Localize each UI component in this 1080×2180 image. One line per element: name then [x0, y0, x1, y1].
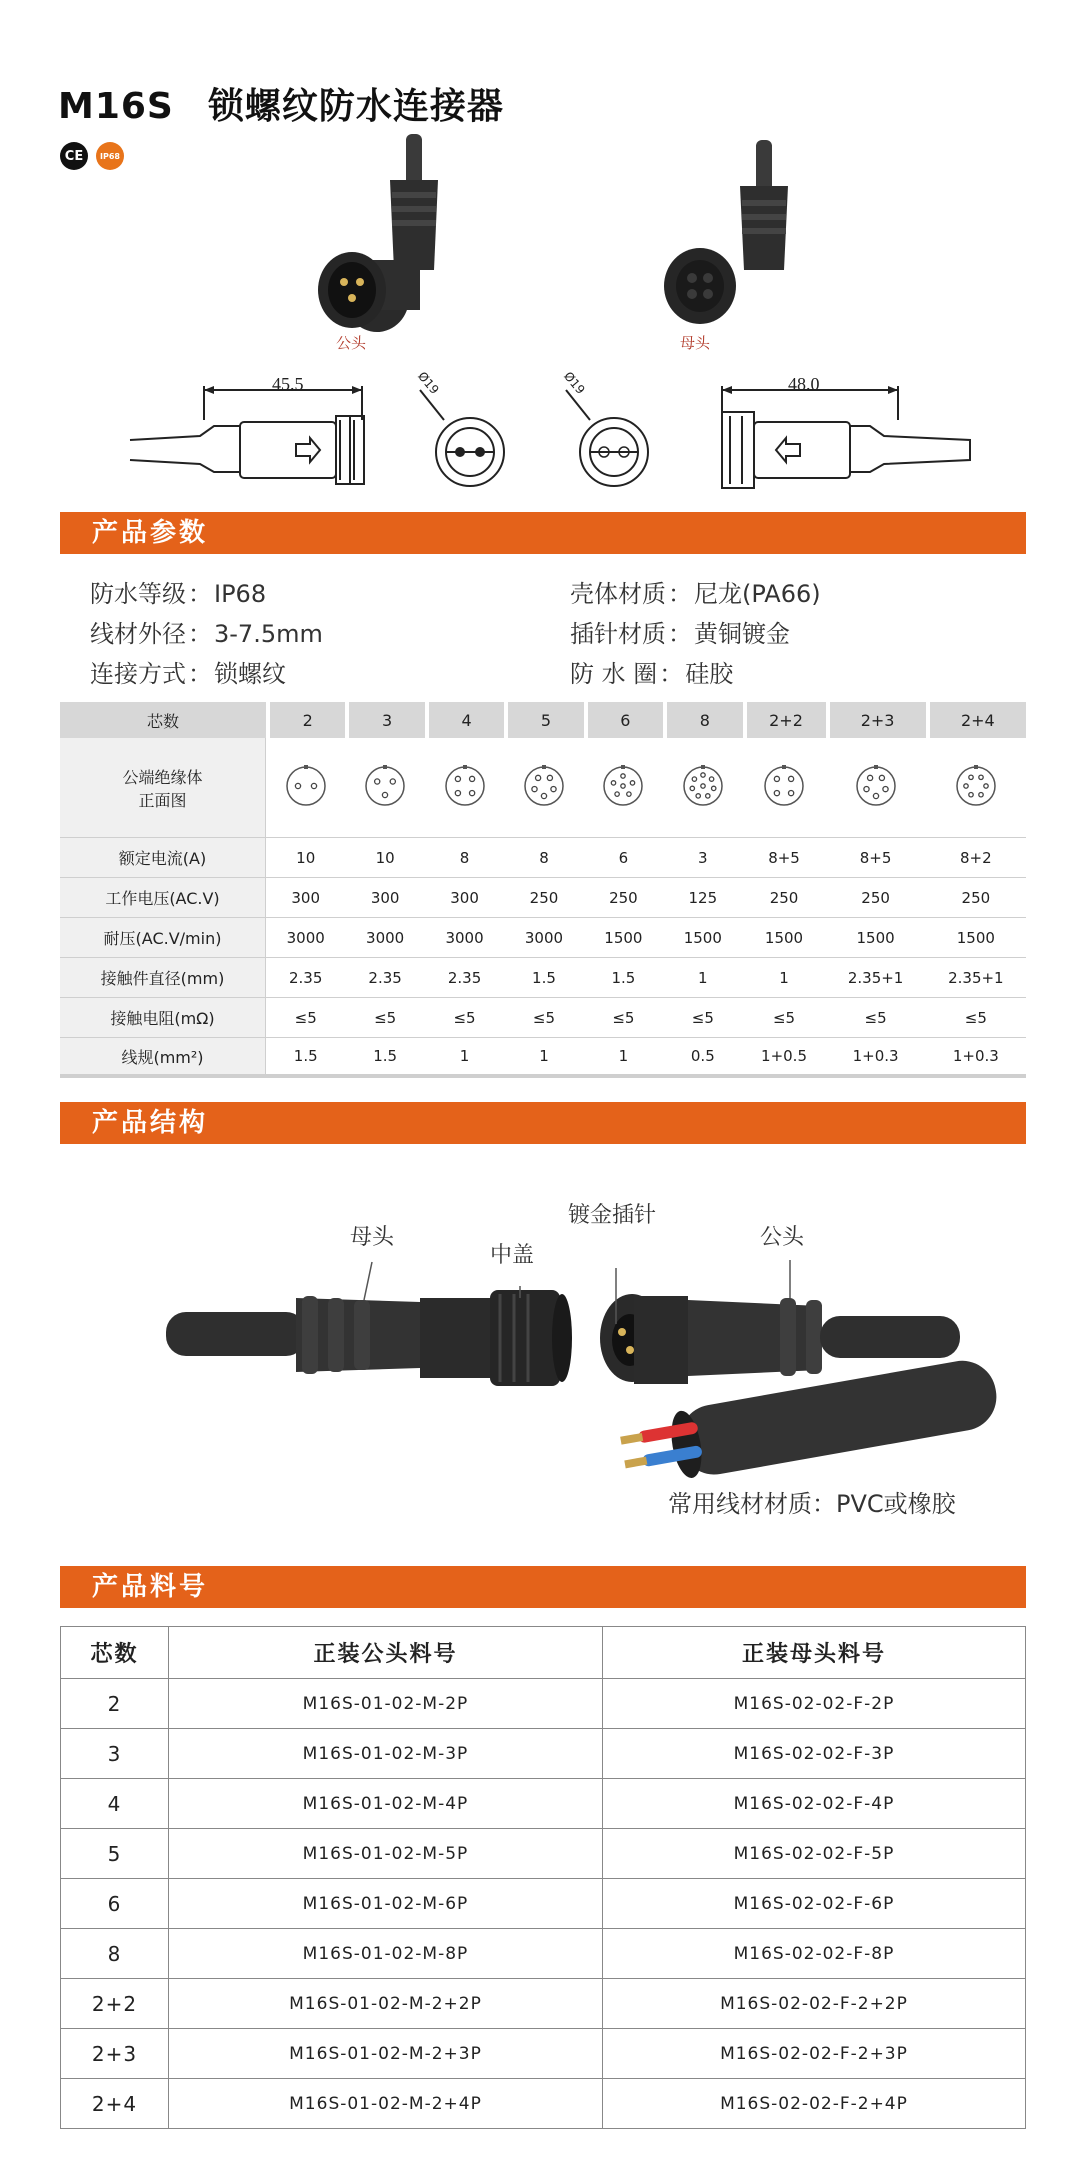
- parts-cell-female: M16S-02-02-F-3P: [602, 1729, 1025, 1779]
- spec-cell: 1: [504, 1038, 583, 1078]
- pin-layout-icon: [854, 764, 898, 808]
- spec-core-header: 5: [504, 702, 583, 738]
- spec-cell: 3000: [345, 918, 424, 958]
- pin-layout-icon: [284, 764, 328, 808]
- parts-cell-cores: 8: [61, 1929, 169, 1979]
- spec-row-label: 工作电压(AC.V): [60, 878, 266, 918]
- pin-layout-icon: [363, 764, 407, 808]
- pin-layout-diagram: [345, 738, 424, 838]
- spec-cell: 1+0.5: [743, 1038, 826, 1078]
- spec-header-row: [60, 702, 1026, 738]
- spec-core-header: 4: [425, 702, 504, 738]
- parts-cell-female: M16S-02-02-F-2+2P: [602, 1979, 1025, 2029]
- parts-cell-male: M16S-01-02-M-2+3P: [169, 2029, 603, 2079]
- spec-cell: 3000: [504, 918, 583, 958]
- parts-cell-male: M16S-01-02-M-4P: [169, 1779, 603, 1829]
- ce-mark-icon: CE: [60, 142, 88, 170]
- spec-row: [60, 958, 1026, 998]
- parts-row: [61, 2079, 1026, 2129]
- spec-cell: 1: [743, 958, 826, 998]
- parts-cell-female: M16S-02-02-F-5P: [602, 1829, 1025, 1879]
- spec-cell: 300: [345, 878, 424, 918]
- parts-cell-male: M16S-01-02-M-3P: [169, 1729, 603, 1779]
- parts-row: [61, 1679, 1026, 1729]
- spec-diagram-row: [60, 738, 1026, 838]
- part-number-table: [60, 1626, 1026, 2129]
- spec-table: [60, 702, 1026, 1078]
- spec-core-header: 2+2: [743, 702, 826, 738]
- spec-cell: ≤5: [663, 998, 742, 1038]
- structure-label-female: 母头: [350, 1225, 395, 1250]
- spec-row: [60, 878, 1026, 918]
- spec-cell: 1500: [663, 918, 742, 958]
- product-photos: [0, 130, 1080, 350]
- spec-row-label: 接触件直径(mm): [60, 958, 266, 998]
- structure-illustration: [0, 1200, 1080, 1500]
- pin-layout-icon: [681, 764, 725, 808]
- spec-core-header: 8: [663, 702, 742, 738]
- model-name: M16S: [58, 86, 174, 127]
- parts-row: [61, 1929, 1026, 1979]
- params-list: [90, 574, 990, 694]
- spec-row: [60, 1038, 1026, 1078]
- parts-row: [61, 1779, 1026, 1829]
- spec-cell: ≤5: [926, 998, 1026, 1038]
- spec-cell: 300: [425, 878, 504, 918]
- spec-cell: 1500: [926, 918, 1026, 958]
- param-waterproof: 防水等级 ： IP68: [90, 580, 267, 608]
- spec-row-label: 接触电阻(mΩ): [60, 998, 266, 1038]
- male-diameter-dimension: Ø19: [415, 369, 442, 397]
- param-seal: 防 水 圈 ： 硅胶: [570, 660, 734, 688]
- spec-cell: 250: [504, 878, 583, 918]
- parts-row: [61, 2029, 1026, 2079]
- parts-cell-cores: 2+4: [61, 2079, 169, 2129]
- parts-row: [61, 1829, 1026, 1879]
- spec-cell: 6: [584, 838, 663, 878]
- spec-cell: 8: [425, 838, 504, 878]
- parts-cell-female: M16S-02-02-F-2+4P: [602, 2079, 1025, 2129]
- male-length-dimension: 45.5: [272, 374, 304, 394]
- spec-cell: ≤5: [425, 998, 504, 1038]
- parts-cell-female: M16S-02-02-F-2+3P: [602, 2029, 1025, 2079]
- spec-cell: 2.35: [425, 958, 504, 998]
- parts-row: [61, 1879, 1026, 1929]
- spec-cell: ≤5: [584, 998, 663, 1038]
- spec-row-label: 线规(mm²): [60, 1038, 266, 1078]
- pin-layout-diagram: [266, 738, 345, 838]
- pin-layout-icon: [954, 764, 998, 808]
- spec-cell: 250: [826, 878, 926, 918]
- spec-row-label: 额定电流(A): [60, 838, 266, 878]
- parts-cell-cores: 2+3: [61, 2029, 169, 2079]
- parts-cell-female: M16S-02-02-F-4P: [602, 1779, 1025, 1829]
- male-label: 公头: [336, 334, 367, 352]
- technical-drawings: [0, 360, 1080, 490]
- param-pin-material: 插针材质 ： 黄铜镀金: [570, 620, 790, 648]
- parts-cell-male: M16S-01-02-M-6P: [169, 1879, 603, 1929]
- param-housing: 壳体材质 ： 尼龙(PA66): [570, 580, 821, 608]
- parts-header-row: [61, 1627, 1026, 1679]
- spec-cell: 1.5: [345, 1038, 424, 1078]
- structure-label-cap: 中盖: [490, 1243, 535, 1268]
- spec-core-header: 2+3: [826, 702, 926, 738]
- spec-cell: 1+0.3: [926, 1038, 1026, 1078]
- female-connector-photo: [740, 140, 788, 270]
- spec-cell: ≤5: [345, 998, 424, 1038]
- pin-layout-diagram: [926, 738, 1026, 838]
- spec-cell: 250: [743, 878, 826, 918]
- spec-cell: 300: [266, 878, 345, 918]
- spec-core-header: 6: [584, 702, 663, 738]
- spec-cell: 1.5: [504, 958, 583, 998]
- spec-row: [60, 998, 1026, 1038]
- structure-label-pins: 镀金插针: [568, 1203, 657, 1228]
- parts-cell-cores: 2+2: [61, 1979, 169, 2029]
- param-connection: 连接方式 ： 锁螺纹: [90, 660, 286, 688]
- pin-layout-diagram: [425, 738, 504, 838]
- female-length-dimension: 48.0: [788, 374, 820, 394]
- female-label: 母头: [680, 334, 711, 352]
- section-structure-header: 产品结构: [60, 1102, 1026, 1144]
- female-diameter-dimension: Ø19: [561, 369, 588, 397]
- spec-cell: 250: [584, 878, 663, 918]
- spec-cell: 3000: [425, 918, 504, 958]
- spec-core-header: 2: [266, 702, 345, 738]
- parts-header-female: 正装母头料号: [602, 1627, 1025, 1679]
- spec-cell: 3: [663, 838, 742, 878]
- spec-cell: 1500: [584, 918, 663, 958]
- pin-layout-icon: [601, 764, 645, 808]
- parts-row: [61, 1729, 1026, 1779]
- spec-cell: 8: [504, 838, 583, 878]
- parts-cell-female: M16S-02-02-F-2P: [602, 1679, 1025, 1729]
- spec-cell: 1: [584, 1038, 663, 1078]
- spec-cell: ≤5: [266, 998, 345, 1038]
- pin-layout-icon: [762, 764, 806, 808]
- spec-header-label: 芯数: [60, 702, 266, 738]
- spec-cell: 250: [926, 878, 1026, 918]
- spec-diagram-label: 公端绝缘体 正面图: [60, 738, 266, 838]
- section-params-header: 产品参数: [60, 512, 1026, 554]
- spec-cell: 125: [663, 878, 742, 918]
- spec-cell: ≤5: [504, 998, 583, 1038]
- parts-cell-cores: 4: [61, 1779, 169, 1829]
- spec-cell: 10: [266, 838, 345, 878]
- spec-cell: 8+5: [826, 838, 926, 878]
- pin-layout-diagram: [663, 738, 742, 838]
- spec-cell: 10: [345, 838, 424, 878]
- parts-cell-male: M16S-01-02-M-2+2P: [169, 1979, 603, 2029]
- pin-layout-icon: [522, 764, 566, 808]
- spec-cell: 1.5: [584, 958, 663, 998]
- spec-cell: 3000: [266, 918, 345, 958]
- spec-cell: 1: [425, 1038, 504, 1078]
- spec-core-header: 2+4: [926, 702, 1026, 738]
- parts-cell-male: M16S-01-02-M-2+4P: [169, 2079, 603, 2129]
- parts-cell-female: M16S-02-02-F-8P: [602, 1929, 1025, 1979]
- pin-layout-icon: [443, 764, 487, 808]
- spec-cell: 1: [663, 958, 742, 998]
- parts-header-cores: 芯数: [61, 1627, 169, 1679]
- structure-label-cable: 常用线材材质：PVC或橡胶: [668, 1490, 956, 1518]
- spec-cell: 2.35: [266, 958, 345, 998]
- spec-cell: 1+0.3: [826, 1038, 926, 1078]
- spec-cell: 8+5: [743, 838, 826, 878]
- spec-cell: 8+2: [926, 838, 1026, 878]
- spec-row: [60, 918, 1026, 958]
- section-partnumbers-header: 产品料号: [60, 1566, 1026, 1608]
- page-title: [58, 78, 504, 129]
- parts-cell-cores: 3: [61, 1729, 169, 1779]
- spec-row: [60, 838, 1026, 878]
- parts-cell-cores: 2: [61, 1679, 169, 1729]
- spec-cell: 1.5: [266, 1038, 345, 1078]
- product-title: 锁螺纹防水连接器: [207, 86, 504, 127]
- spec-cell: 2.35: [345, 958, 424, 998]
- spec-cell: 1500: [826, 918, 926, 958]
- spec-cell: ≤5: [743, 998, 826, 1038]
- parts-cell-male: M16S-01-02-M-5P: [169, 1829, 603, 1879]
- pin-layout-diagram: [504, 738, 583, 838]
- pin-layout-diagram: [743, 738, 826, 838]
- spec-cell: 2.35+1: [826, 958, 926, 998]
- spec-cell: 2.35+1: [926, 958, 1026, 998]
- spec-cell: 1500: [743, 918, 826, 958]
- parts-cell-male: M16S-01-02-M-8P: [169, 1929, 603, 1979]
- parts-row: [61, 1979, 1026, 2029]
- parts-header-male: 正装公头料号: [169, 1627, 603, 1679]
- parts-cell-cores: 5: [61, 1829, 169, 1879]
- param-cable-od: 线材外径 ： 3-7.5mm: [90, 620, 323, 648]
- spec-core-header: 3: [345, 702, 424, 738]
- pin-layout-diagram: [826, 738, 926, 838]
- ip68-badge-icon: IP68: [96, 142, 124, 170]
- parts-cell-female: M16S-02-02-F-6P: [602, 1879, 1025, 1929]
- parts-cell-male: M16S-01-02-M-2P: [169, 1679, 603, 1729]
- parts-cell-cores: 6: [61, 1879, 169, 1929]
- spec-cell: 0.5: [663, 1038, 742, 1078]
- structure-label-male: 公头: [760, 1225, 805, 1250]
- spec-cell: ≤5: [826, 998, 926, 1038]
- spec-row-label: 耐压(AC.V/min): [60, 918, 266, 958]
- pin-layout-diagram: [584, 738, 663, 838]
